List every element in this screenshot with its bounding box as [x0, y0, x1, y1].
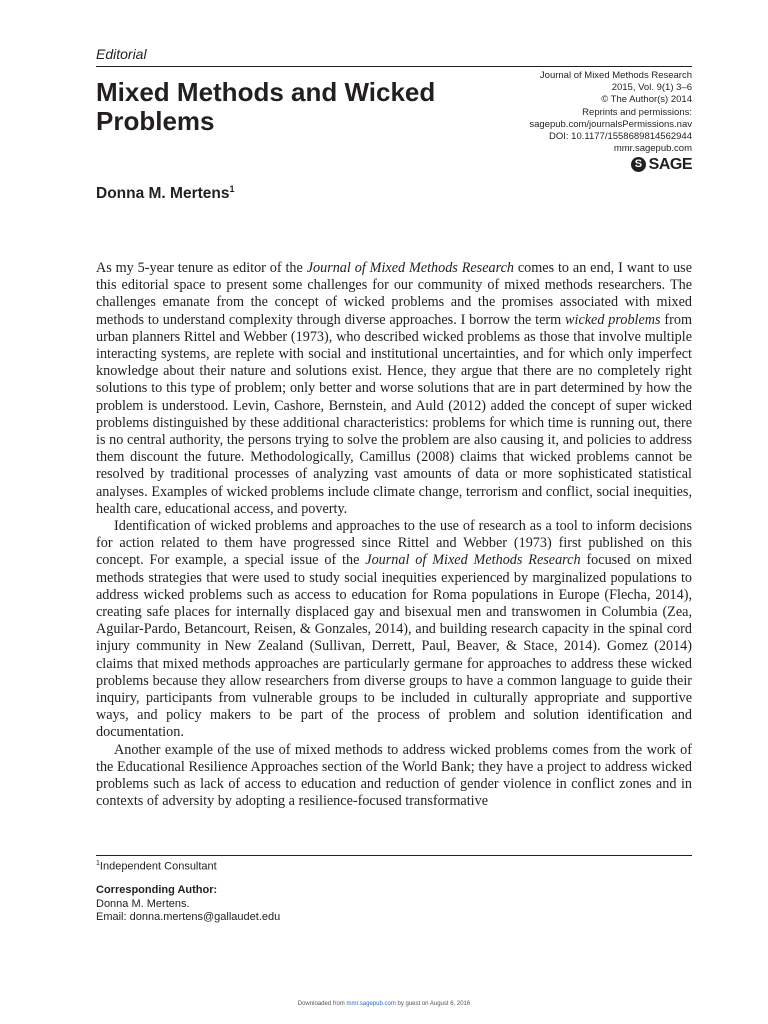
top-rule: [96, 66, 692, 67]
doi[interactable]: DOI: 10.1177/1558689814562944: [549, 131, 692, 143]
affiliation-marker: 1: [96, 860, 100, 867]
article-title: Mixed Methods and Wicked Problems: [96, 77, 436, 136]
footnote-rule: [96, 855, 692, 856]
corresponding-email[interactable]: Email: donna.mertens@gallaudet.edu: [96, 911, 281, 923]
sage-logo-text: SAGE: [648, 155, 692, 173]
download-prefix: Downloaded from: [297, 1001, 347, 1007]
download-notice: [0, 1001, 768, 1007]
body-paragraph-3: Another example of the use of mixed methods to address wicked problems comes from the work of the Educational Resilience Approaches section of the World Bank; they have a project to address wicked problems such as lack of access to education and reduction of gender violence in conflict zones and in contexts of adversity by adopting a resilience-focused transformative: [96, 741, 692, 810]
corresponding-author: [96, 884, 280, 925]
affiliation-text: Independent Consultant: [99, 860, 217, 873]
body-paragraph-1: [96, 260, 692, 518]
author-byline: [96, 184, 235, 203]
corresponding-label: Corresponding Author:: [96, 884, 218, 896]
sage-circle-icon: [631, 157, 646, 172]
sage-logo-mark: S: [634, 158, 642, 171]
term-italic: wicked problems: [565, 311, 661, 328]
text-run: Identification of wicked problems and approaches to the use of research as a tool to inform decisions for action related to them have progressed since Rittel and Webber (1973) first published on this concept. For example, a special issue of the: [96, 518, 692, 569]
download-link[interactable]: mmr.sagepub.com: [346, 1001, 396, 1007]
volume-info: 2015, Vol. 9(1) 3–6: [611, 82, 692, 94]
journal-title-italic: Journal of Mixed Methods Research: [365, 552, 581, 569]
journal-name: Journal of Mixed Methods Research: [539, 70, 692, 81]
sage-logo: [631, 157, 692, 172]
text-run: focused on mixed methods strategies that were used to study social inequities experienced by marginalized populations to address wicked problems such as access to education for Roma populations in Europe (Flecha, 2014), creating safe places for internally displaced gay and bisexual men and transwomen in Columbia (Zea, Aguilar-Pardo, Betancourt, Reisen, & Gonzales, 2014), and building research capacity in the spinal cord injury community in New Zealand (Sullivan, Derrett, Paul, Beaver, & Stace, 2014). Gomez (2014) claims that mixed methods approaches are particularly germane for approaches to address these wicked problems because they allow researchers from diverse groups to have a common language to guide their inquiry, participants from vulnerable groups to be included in culturally appropriate and supportive ways, and policy makers to be part of the process of problem and solution identification and documentation.: [96, 552, 692, 741]
body-paragraph-2: [96, 518, 692, 742]
affiliation-footnote: [96, 860, 217, 873]
text-run: As my 5-year tenure as editor of the: [96, 260, 307, 276]
corresponding-name: Donna M. Mertens.: [96, 897, 190, 910]
copyright: © The Author(s) 2014: [601, 94, 692, 106]
section-label: Editorial: [96, 46, 147, 62]
author-affiliation-marker: 1: [229, 184, 235, 194]
journal-title-italic: Journal of Mixed Methods Research: [306, 260, 514, 276]
site-url[interactable]: mmr.sagepub.com: [613, 143, 692, 155]
reprints-label: Reprints and permissions:: [582, 106, 692, 118]
text-run: from urban planners Rittel and Webber (1973), who described wicked problems as those that involve multiple interacting systems, are replete with social and institutional uncertainties, and for which only imperfect knowledge about their nature and solutions exist. Hence, they argue that there are no completely right solutions to this type of problem; only better and worse solutions that are in part determined by how the problem is understood. Levin, Cashore, Bernstein, and Auld (2012) added the concept of super wicked problems distinguished by these additional characteristics: problems for which time is running out, there is no central authority, the persons trying to solve the problem are also causing it, and policies to address them discount the future. Methodologically, Camillus (2008) claims that wicked problems cannot be resolved by traditional processes of analyzing vast amounts of data or more sophisticated statistical analyses. Examples of wicked problems include climate change, terrorism and conflict, social inequities, health care, educational access, and poverty.: [96, 311, 693, 517]
text-run: comes to an end, I want to use this editorial space to present some challenges for our community of mixed methods researchers. The challenges emanate from the concept of wicked problems and the promises associated with mixed methods to understand complexity through diverse approaches. I borrow the term: [96, 260, 692, 328]
author-name: Donna M. Mertens: [96, 185, 230, 203]
permissions-url[interactable]: sagepub.com/journalsPermissions.nav: [529, 118, 692, 130]
article-body: [96, 260, 692, 811]
download-suffix: by guest on August 6, 2016: [395, 1001, 471, 1007]
journal-meta: [529, 70, 692, 177]
